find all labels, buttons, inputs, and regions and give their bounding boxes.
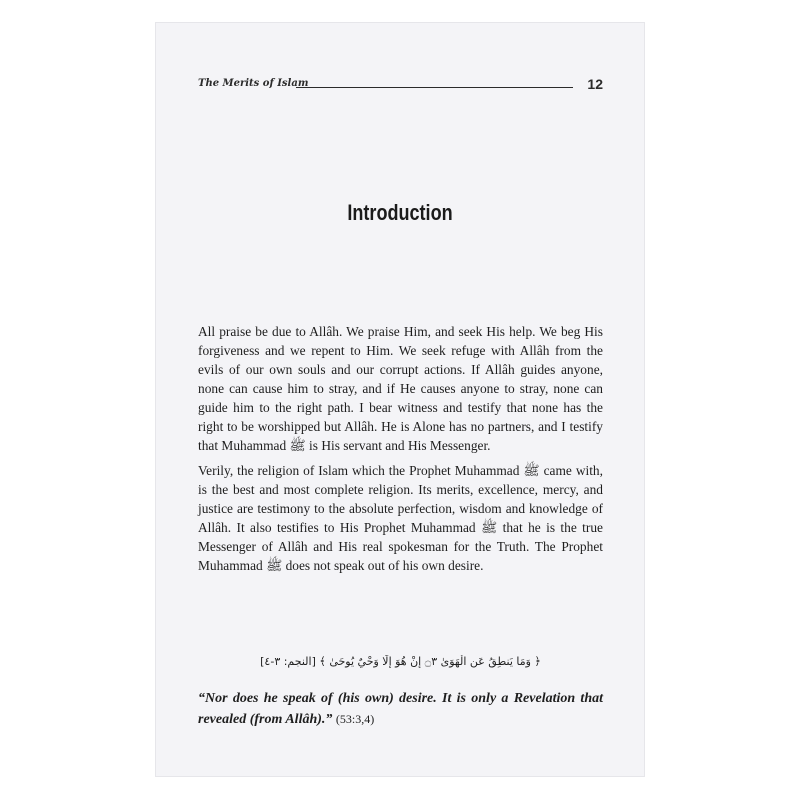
page-number: 12 bbox=[587, 76, 603, 92]
quote-reference: (53:3,4) bbox=[335, 712, 375, 726]
book-page bbox=[155, 22, 645, 777]
body-text bbox=[198, 322, 603, 581]
running-title: The Merits of Islam bbox=[198, 78, 309, 89]
page-header bbox=[198, 76, 603, 98]
paragraph: Verily, the religion of Islam which the Prophet Muhammad ﷺ came with, is the best and most complete religion. Its merits, excellence, mercy, and justice are testimony to the absolute perfection, wisdom and knowledge of Allâh. It also testifies to His Prophet Muhammad ﷺ that he is the true Messenger of Allâh and His real spokesman for the Truth. The Prophet Muhammad ﷺ does not speak out of his own desire. bbox=[198, 463, 603, 573]
quote-text: “Nor does he speak of (his own) desire. It is only a Revelation that revealed (from Allâh).” bbox=[198, 691, 603, 727]
header-rule bbox=[296, 87, 573, 88]
arabic-verse: ﴿ وَمَا يَنطِقُ عَنِ الْهَوَىٰ ۝٣ إِنْ هُوَ إِلَّا وَحْيٌ يُوحَىٰ ﴾ [النجم: ٣-٤] bbox=[260, 655, 541, 668]
paragraph: All praise be due to Allâh. We praise Him, and seek His help. We beg His forgiveness and we repent to Him. We seek refuge with Allâh from the evils of our own souls and our corrupt actions. If Allâh guides anyone, none can cause him to stray, and if He causes anyone to stray, none can guide him to the right path. I bear witness and testify that none has the right to be worshipped but Allâh. He is Alone has no partners, and I testify that Muhammad ﷺ is His servant and His Messenger. bbox=[198, 324, 603, 453]
verse-translation bbox=[198, 689, 603, 730]
section-heading: Introduction bbox=[347, 200, 453, 225]
